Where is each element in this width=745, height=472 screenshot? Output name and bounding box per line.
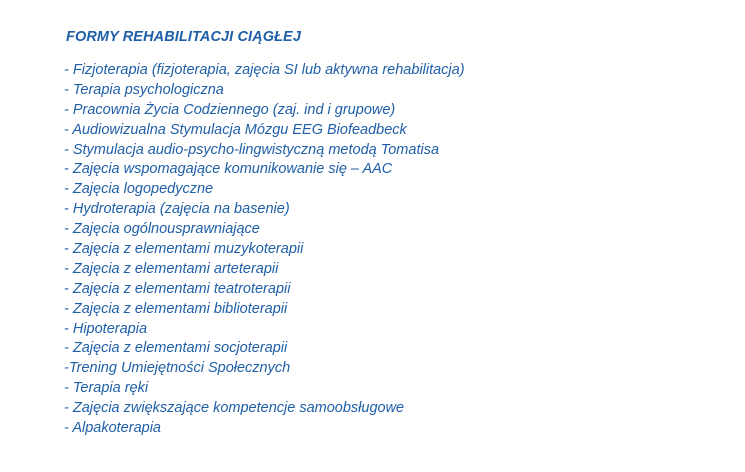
list-item: - Zajęcia ogólnousprawniające (64, 221, 260, 238)
list-item: -Trening Umiejętności Społecznych (64, 360, 291, 377)
list-item: - Zajęcia z elementami teatroterapii (64, 280, 291, 297)
list-item: - Zajęcia z elementami socjoterapii (64, 340, 288, 357)
list-item: - Zajęcia z elementami arteterapii (64, 260, 279, 277)
list-item: - Stymulacja audio-psycho-lingwistyczną metodą Tomatisa (64, 141, 440, 158)
list-item: - Zajęcia z elementami biblioterapii (64, 300, 288, 317)
list-item: - Terapia psychologiczna (64, 81, 224, 98)
list-item: - Hipoterapia (64, 320, 148, 337)
list-item: - Zajęcia zwiększające kompetencje samoobsługowe (64, 400, 405, 417)
list-item: - Terapia ręki (64, 380, 149, 397)
list-item: - Alpakoterapia (64, 420, 161, 437)
list-item: - Hydroterapia (zajęcia na basenie) (64, 201, 290, 218)
rehabilitation-forms-list (64, 61, 465, 439)
list-item: - Zajęcia logopedyczne (64, 181, 214, 198)
list-item: - Pracownia Życia Codziennego (zaj. ind i grupowe) (64, 101, 396, 118)
list-item: - Zajęcia wspomagające komunikowanie się – AAC (64, 161, 393, 178)
document-heading: FORMY REHABILITACJI CIĄGŁEJ (66, 29, 301, 45)
list-item: - Audiowizualna Stymulacja Mózgu EEG Biofeadbeck (64, 121, 407, 138)
list-item: - Zajęcia z elementami muzykoterapii (64, 241, 304, 258)
list-item: - Fizjoterapia (fizjoterapia, zajęcia SI lub aktywna rehabilitacja) (64, 62, 465, 78)
